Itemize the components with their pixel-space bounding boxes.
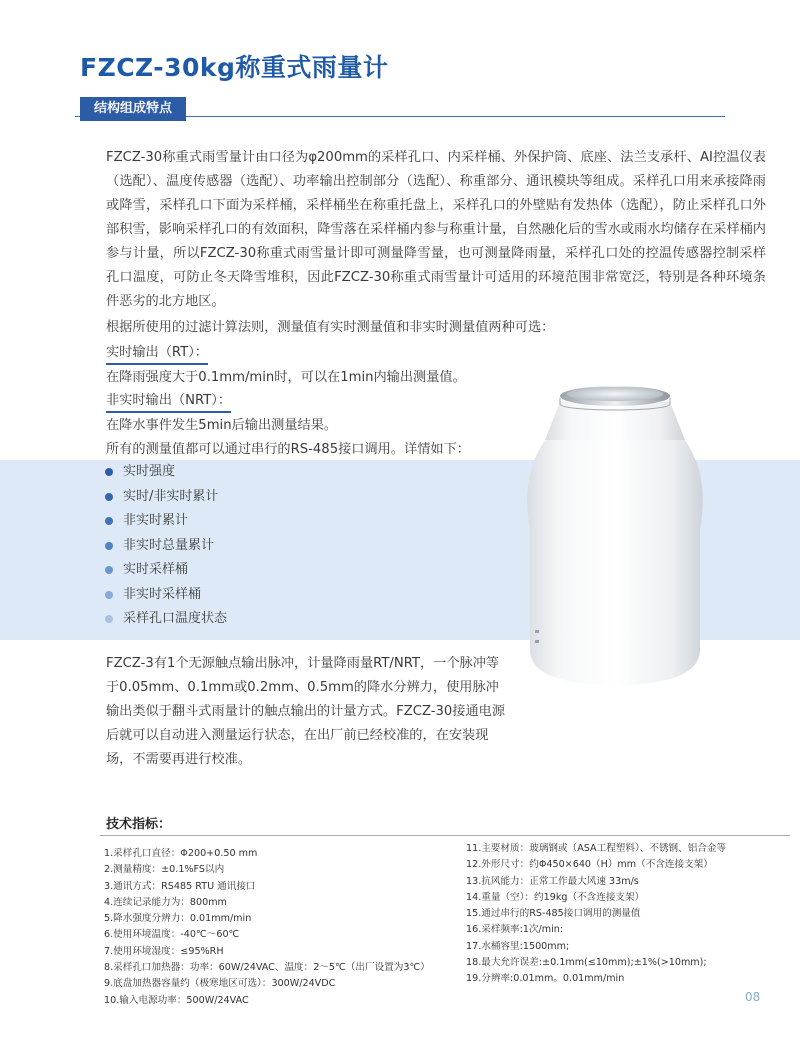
spec-item: 9.底盘加热器容量约（极寒地区可选）：300W/24VDC (104, 978, 336, 990)
spec-item: 12.外形尺寸：约Φ450×640（H）mm（不含连接支架） (466, 859, 713, 871)
spec-item: 6.使用环境温度：-40℃～60℃ (104, 929, 240, 941)
spec-item: 5.降水强度分辨力：0.01mm/min (104, 913, 252, 925)
list-item: 非实时总量累计 (105, 534, 227, 559)
spec-item: 14.重量（空）：约19kg（不含连接支架） (466, 891, 645, 903)
bullet-dot (105, 591, 113, 599)
bullet-dot (105, 517, 113, 525)
filter-line: 根据所使用的过滤计算法则，测量值有实时测量值和非实时测量值两种可选： (106, 320, 555, 335)
spec-item: 2.测量精度：±0.1%FS以内 (104, 864, 225, 876)
nrt-description: 在降水事件发生5min后输出测量结果。 (106, 418, 338, 433)
section-label: 结构组成特点 (80, 97, 186, 121)
spec-item: 10.输入电源功率：500W/24VAC (104, 994, 249, 1006)
bullet-dot (105, 615, 113, 623)
spec-item: 19.分辨率:0.01mm。0.01mm/min (466, 973, 625, 985)
spec-list-left (104, 846, 430, 1009)
spec-item: 13.抗风能力：正常工作最大风速 33m/s (466, 875, 639, 887)
spec-item: 8.采样孔口加热器：功率：60W/24VAC、温度：2～5℃（出厂设置为3℃） (104, 962, 430, 974)
bullet-dot (105, 566, 113, 574)
bullet-dot (105, 493, 113, 501)
list-item: 实时强度 (105, 460, 227, 485)
pulse-output-paragraph: FZCZ-3有1个无源触点输出脉冲，计量降雨量RT/NRT，一个脉冲等于0.05mm、0.1mm或0.2mm、0.5mm的降水分辨力，使用脉冲输出类似于翻斗式雨量计的触点输出的计量方式。FZCZ-30接通电源后就可以自动进入测量运行状态，在出厂前已经校准的，在安装现场，不需要再进行校准。 (106, 656, 506, 767)
spec-item: 3.通讯方式：RS485 RTU 通讯接口 (104, 880, 256, 892)
nrt-heading: 非实时输出（NRT）： (106, 389, 231, 413)
list-item: 实时/非实时累计 (105, 485, 227, 510)
spec-item: 4.连续记录能力为：800mm (104, 896, 227, 908)
spec-item: 17.水桶容里:1500mm; (466, 940, 570, 952)
output-list (105, 460, 227, 632)
spec-item: 7.使用环境湿度：≤95%RH (104, 945, 224, 957)
bullet-dot (105, 468, 113, 476)
spec-divider (100, 835, 790, 836)
list-item: 非实时采样桶 (105, 583, 227, 608)
spec-item: 11.主要材质：玻璃钢或（ASA工程塑料）、不锈钢、铝合金等 (466, 843, 727, 854)
spec-item: 16.采样频率:1次/min: (466, 924, 564, 936)
spec-list-right (466, 841, 726, 988)
intro-paragraph: FZCZ-30称重式雨雪量计由口径为φ200mm的采样孔口、内采样桶、外保护筒、底座、法兰支承杆、AI控温仪表（选配）、温度传感器（选配）、功率输出控制部分（选配）、称重部分、通讯模块等组成。采样孔口用来承接降雨或降雪，采样孔口下面为采样桶，采样桶坐在称重托盘上，采样孔口的外壁贴有发热体（选配），防止采样孔口外部积雪，影响采样孔口的有效面积，降雪落在采样桶内参与称重计量，自然融化后的雪水或雨水均储存在采样桶内参与计量，所以FZCZ-30称重式雨雪量计即可测量降雪量，也可测量降雨量，采样孔口处的控温传感器控制采样孔口温度，可防止冬天降雪堆积，因此FZCZ-30称重式雨雪量计可适用的环境范围非常宽泛，特别是各种环境条件恶劣的北方地区。 (106, 150, 766, 309)
spec-item: 1.采样孔口直径：Φ200+0.50 mm (104, 848, 258, 859)
list-item: 实时采样桶 (105, 558, 227, 583)
page-number: 08 (745, 990, 761, 1004)
rt-description: 在降雨强度大于0.1mm/min时，可以在1min内输出测量值。 (106, 370, 466, 385)
rt-heading: 实时输出（RT）： (106, 341, 208, 365)
bullet-dot (105, 542, 113, 550)
list-item: 采样孔口温度状态 (105, 607, 227, 632)
spec-heading: 技术指标： (106, 817, 172, 832)
spec-item: 15.通过串行的RS-485接口调用的测量值 (466, 908, 641, 920)
spec-item: 18.最大允许误差:±0.1mm(≤10mm);±1%(>10mm); (466, 957, 707, 969)
rs485-line: 所有的测量值都可以通过串行的RS-485接口调用。详情如下： (106, 442, 470, 457)
page-title: FZCZ-30kg称重式雨量计 (80, 53, 389, 82)
list-item: 非实时累计 (105, 509, 227, 534)
rain-gauge-product-image (525, 380, 705, 690)
